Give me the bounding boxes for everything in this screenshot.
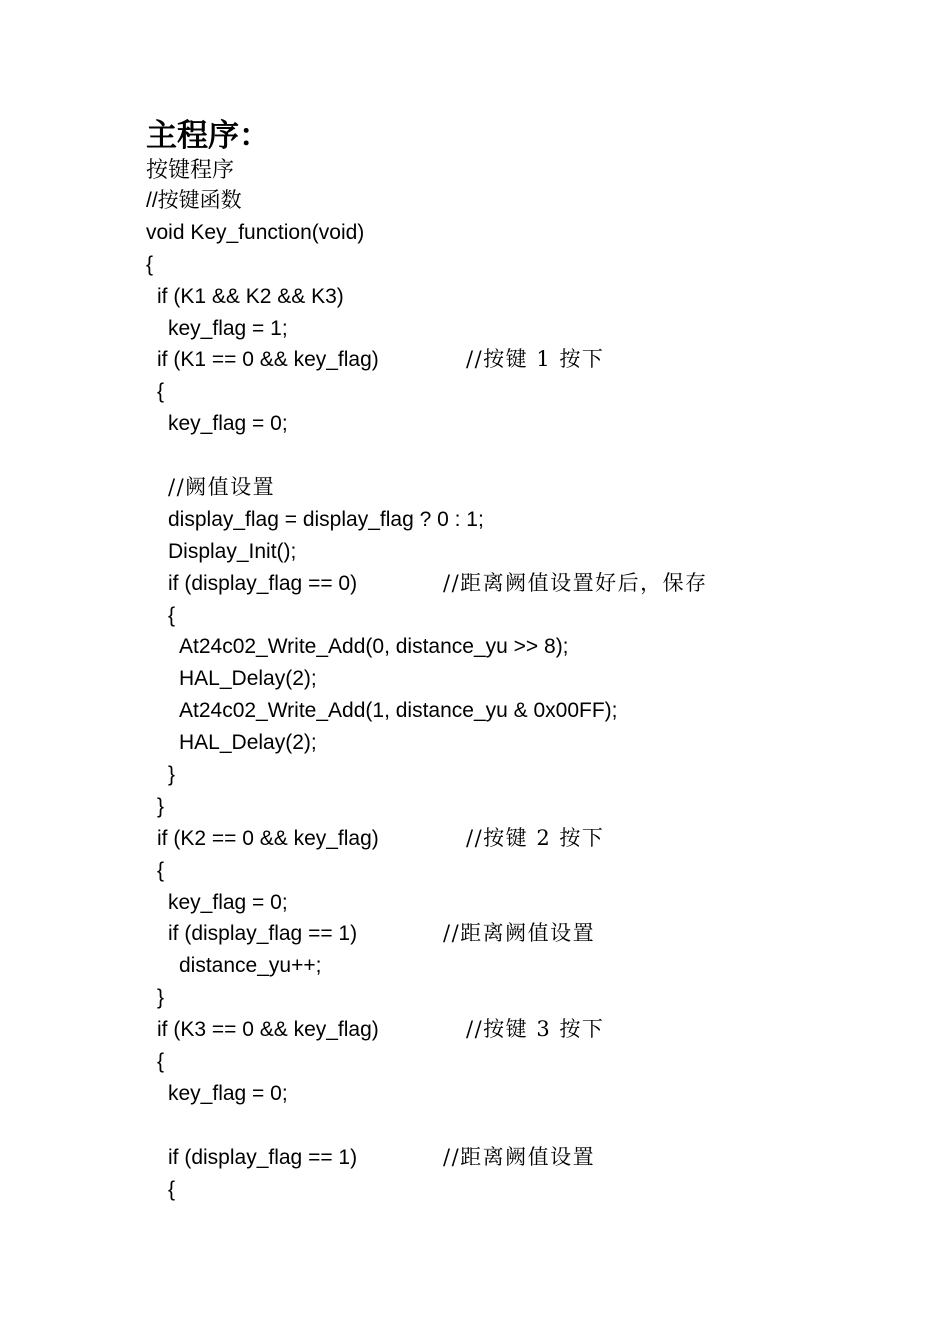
code-text: { — [157, 858, 165, 882]
code-comment: //按键 2 按下 — [466, 825, 605, 850]
code-text: } — [157, 794, 165, 818]
code-line — [146, 249, 906, 281]
page-title: 主程序： — [146, 118, 270, 154]
code-line — [146, 950, 906, 982]
code-text: { — [146, 252, 154, 276]
code-line — [146, 1142, 906, 1174]
code-line — [146, 568, 906, 600]
code-line — [146, 408, 906, 440]
code-line — [146, 759, 906, 791]
code-comment: //按键 1 按下 — [466, 347, 605, 372]
code-text: } — [168, 763, 176, 787]
code-line — [146, 600, 906, 632]
code-line — [146, 313, 906, 345]
code-text: display_flag = display_flag ? 0 : 1; — [168, 507, 484, 531]
code-text: if (display_flag == 0) — [168, 571, 358, 595]
code-text: HAL_Delay(2); — [179, 667, 317, 691]
code-line — [146, 1046, 906, 1078]
code-text: void Key_function(void) — [146, 220, 365, 244]
code-text: At24c02_Write_Add(0, distance_yu >> 8); — [179, 635, 569, 659]
code-text: key_flag = 0; — [168, 412, 288, 436]
code-line — [146, 663, 906, 695]
code-line — [146, 1110, 906, 1142]
code-text: if (display_flag == 1) — [168, 1145, 358, 1169]
code-line — [146, 631, 906, 663]
code-text: //按键函数 — [146, 189, 242, 212]
code-text: key_flag = 1; — [168, 316, 288, 340]
code-text: HAL_Delay(2); — [179, 731, 317, 755]
code-line — [146, 281, 906, 313]
code-line — [146, 376, 906, 408]
code-comment: //阙值设置 — [168, 475, 276, 500]
code-text: { — [157, 1050, 165, 1074]
code-text: if (K1 == 0 && key_flag) — [157, 348, 379, 372]
code-text: distance_yu++; — [179, 954, 322, 978]
code-text: { — [168, 1177, 176, 1201]
code-line — [146, 982, 906, 1014]
code-line — [146, 344, 906, 376]
code-text: } — [157, 986, 165, 1010]
code-line — [146, 695, 906, 727]
code-text: if (display_flag == 1) — [168, 922, 358, 946]
code-text: Display_Init(); — [168, 539, 297, 563]
code-text: { — [157, 380, 165, 404]
code-line — [146, 504, 906, 536]
code-text: if (K1 && K2 && K3) — [157, 284, 344, 308]
section-subtitle: 按键程序 — [146, 158, 235, 183]
code-comment: //按键 3 按下 — [466, 1017, 605, 1042]
code-line — [146, 1078, 906, 1110]
code-line — [146, 823, 906, 855]
code-line — [146, 440, 906, 472]
code-comment: //距离阙值设置 — [443, 921, 596, 946]
code-line — [146, 217, 906, 249]
code-comment: //距离阙值设置 — [443, 1144, 596, 1169]
code-line — [146, 918, 906, 950]
code-line — [146, 727, 906, 759]
code-line — [146, 185, 906, 217]
code-text: At24c02_Write_Add(1, distance_yu & 0x00FF); — [179, 699, 618, 723]
code-line — [146, 855, 906, 887]
code-line — [146, 472, 906, 504]
code-line — [146, 1174, 906, 1206]
code-text: if (K3 == 0 && key_flag) — [157, 1018, 379, 1042]
code-line — [146, 887, 906, 919]
code-text: key_flag = 0; — [168, 890, 288, 914]
code-text: if (K2 == 0 && key_flag) — [157, 826, 379, 850]
code-text: key_flag = 0; — [168, 1081, 288, 1105]
code-block — [146, 185, 906, 1206]
code-line — [146, 1014, 906, 1046]
code-text: { — [168, 603, 176, 627]
code-line — [146, 791, 906, 823]
code-line — [146, 536, 906, 568]
code-comment: //距离阙值设置好后，保存 — [443, 570, 708, 595]
